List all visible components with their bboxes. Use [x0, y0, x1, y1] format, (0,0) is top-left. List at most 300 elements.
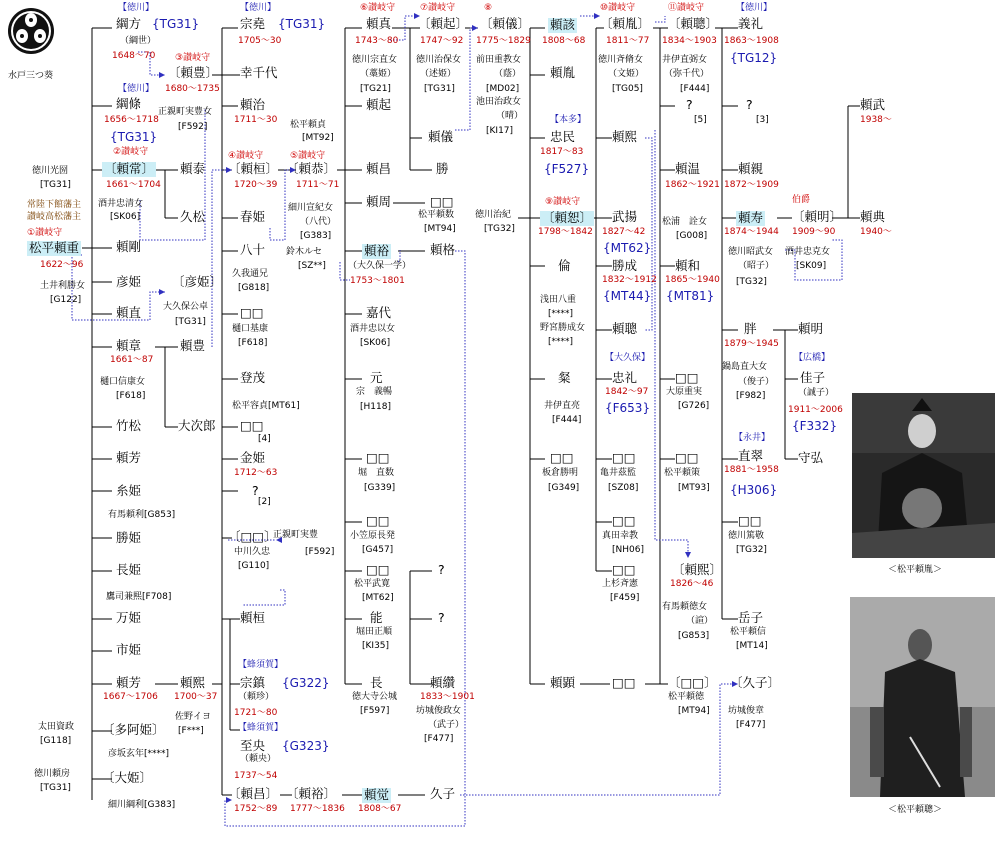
office-title: ②讃岐守	[113, 147, 149, 157]
house-or-code: {F332}	[792, 419, 838, 433]
person-name: 頼格	[430, 242, 456, 257]
ref-code: [TG31]	[40, 783, 71, 793]
spouse-or-note: （弥千代）	[664, 69, 710, 79]
spouse-or-note: 野宮勝成女	[540, 323, 586, 333]
ref-code: [TG31]	[40, 180, 71, 190]
ref-code: [F444]	[552, 415, 582, 425]
ref-code: [F592]	[305, 547, 335, 557]
spouse-or-note: 正親町実豊女	[158, 107, 213, 117]
person-name: ?	[252, 483, 259, 498]
ref-code: [2]	[258, 497, 271, 507]
person-name: 頼剛	[116, 239, 142, 254]
house-or-code: {MT81}	[666, 289, 715, 303]
person-name: 〔頼熙〕	[672, 562, 723, 577]
spouse-or-note: 大原重実	[666, 387, 703, 397]
ref-code: [G853]	[678, 631, 710, 641]
life-years: 1817～83	[540, 147, 584, 157]
spouse-or-note: 前田重教女	[476, 55, 522, 65]
office-title: ③讃岐守	[175, 53, 211, 63]
person-name: □□	[366, 450, 390, 465]
person-name: 忠礼	[612, 370, 638, 385]
ref-code: [TG31]	[424, 84, 455, 94]
spouse-or-note: （藁姫）	[360, 69, 397, 79]
house-or-code: {H306}	[730, 483, 778, 497]
person-name: 幸千代	[240, 65, 278, 80]
person-name: 彦姫	[116, 274, 142, 289]
person-name: 頼治	[240, 97, 266, 112]
life-years: 1881～1958	[724, 465, 779, 475]
house-or-code: 【徳川】	[118, 84, 155, 94]
person-name: 〔頼胤〕	[600, 16, 651, 31]
ref-code: [F618]	[238, 338, 268, 348]
ref-code: [NH06]	[612, 545, 644, 555]
spouse-or-note: （蔭）	[494, 69, 522, 79]
person-name: 〔頼起〕	[418, 16, 469, 31]
person-name: 頼寿	[738, 210, 764, 225]
spouse-or-note: （文姫）	[608, 69, 645, 79]
person-name: 頼纘	[430, 675, 456, 690]
life-years: 1737～54	[234, 771, 278, 781]
spouse-or-note: 太田資政	[38, 722, 75, 732]
spouse-or-note: 中川久忠	[234, 547, 271, 557]
house-or-code: 【蜂須賀】	[238, 723, 284, 733]
spouse-or-note: 堀 直数	[358, 468, 395, 478]
spouse-or-note: 有馬頼利[G853]	[108, 510, 176, 520]
person-name: □□	[366, 562, 390, 577]
ref-code: [MT94]	[424, 224, 456, 234]
life-years: 1711～30	[234, 115, 278, 125]
life-years: 1808～68	[542, 36, 586, 46]
ref-code: [SK06]	[110, 212, 141, 222]
life-years: 1808～67	[358, 804, 402, 814]
person-name: 綱方	[116, 16, 142, 31]
spouse-or-note: 大久保公卓	[163, 302, 209, 312]
person-name: 至央	[240, 738, 266, 753]
spouse-or-note: 小笠原長発	[350, 531, 396, 541]
person-name: 頼起	[366, 97, 392, 112]
person-name: 宗堯	[240, 16, 266, 31]
spouse-or-note: （晴）	[496, 111, 524, 121]
person-name: 頼觉	[364, 787, 390, 802]
spouse-or-note: 池田治政女	[476, 97, 522, 107]
spouse-or-note: 鍋島直大女	[722, 362, 768, 372]
person-name: □□	[612, 513, 636, 528]
spouse-or-note: 有馬頼徳女	[662, 602, 708, 612]
spouse-or-note: 徳川光圀	[32, 166, 69, 176]
spouse-or-note: （武子）	[428, 720, 465, 730]
life-years: 1667～1706	[103, 692, 158, 702]
ref-code: [F459]	[610, 593, 640, 603]
person-name: 綱條	[116, 96, 142, 111]
person-name: 金姫	[240, 450, 266, 465]
person-name: 頼真	[366, 16, 392, 31]
house-or-code: {F527}	[544, 162, 590, 176]
person-name: 頼明	[798, 321, 824, 336]
spouse-or-note: 徳川宗直女	[352, 55, 398, 65]
spouse-or-note: 徳川斉脩女	[598, 55, 644, 65]
person-name: 〔頼裕〕	[286, 786, 337, 801]
ref-code: [3]	[756, 115, 769, 125]
person-name: □□	[612, 562, 636, 577]
house-or-code: {F653}	[605, 401, 651, 415]
person-name: 〔多阿姫〕	[102, 722, 165, 737]
person-name: 佳子	[800, 370, 826, 385]
person-name: 粲	[558, 370, 571, 385]
spouse-or-note: 細川宣紀女	[288, 203, 334, 213]
ref-code: [MT62]	[362, 593, 394, 603]
ref-code: [SZ**]	[298, 261, 326, 271]
house-or-code: {G322}	[282, 676, 330, 690]
person-name: 岳子	[738, 610, 764, 625]
house-or-code: 【大久保】	[605, 353, 651, 363]
person-name: 〔頼恭〕	[286, 161, 337, 176]
life-years: 1705～30	[238, 36, 282, 46]
ref-code: [MT94]	[678, 706, 710, 716]
ref-code: [5]	[694, 115, 707, 125]
person-name: ?	[438, 610, 445, 625]
spouse-or-note: 堀田正順	[356, 627, 393, 637]
person-name: 義礼	[738, 16, 764, 31]
house-or-code: 【徳川】	[240, 3, 277, 13]
house-or-code: {TG31}	[152, 17, 200, 31]
ref-code: [MT93]	[678, 483, 710, 493]
life-years: 1874～1944	[724, 227, 779, 237]
life-years: 1752～89	[234, 804, 278, 814]
life-years: 1622～96	[40, 260, 84, 270]
ref-code: [TG32]	[484, 224, 515, 234]
spouse-or-note: 井伊直亮	[544, 401, 581, 411]
spouse-or-note: 宗 義暢	[356, 387, 393, 397]
person-name: 倫	[558, 258, 571, 273]
person-name: 頼武	[860, 97, 886, 112]
spouse-or-note: （昭子）	[738, 261, 775, 271]
spouse-or-note: 正親町実豊	[273, 530, 319, 540]
person-name: 大次郎	[178, 418, 216, 433]
house-or-code: {MT44}	[603, 289, 652, 303]
spouse-or-note: （諠）	[686, 616, 714, 626]
life-years: 1909～90	[792, 227, 836, 237]
spouse-or-note: 樋口信康女	[100, 377, 146, 387]
ref-code: [G818]	[238, 283, 270, 293]
person-name: □□	[430, 194, 454, 209]
person-name: 宗鎮	[240, 675, 266, 690]
ref-code: [TG31]	[175, 317, 206, 327]
life-years: 1879～1945	[724, 339, 779, 349]
ref-code: [F592]	[178, 122, 208, 132]
ref-code: [KI17]	[486, 126, 514, 136]
person-name: 頼熙	[612, 129, 638, 144]
spouse-or-note: 酒井忠以女	[350, 324, 396, 334]
life-years: 1842～97	[605, 387, 649, 397]
life-years: 1711～71	[296, 180, 340, 190]
life-years: 1656～1718	[104, 115, 159, 125]
person-name: □□	[675, 450, 699, 465]
spouse-or-note: 坊城俊政女	[416, 706, 462, 716]
ref-code: [F597]	[360, 706, 390, 716]
ref-code: [****]	[548, 337, 574, 347]
person-name: 元	[370, 370, 383, 385]
person-name: 〔頼桓〕	[228, 161, 279, 176]
life-years: 1872～1909	[724, 180, 779, 190]
person-name: 春姫	[240, 209, 266, 224]
spouse-or-note: 松平頼徳	[668, 692, 705, 702]
person-name: 〔彦姫〕	[172, 274, 223, 289]
spouse-or-note: 坊城俊章	[728, 706, 765, 716]
person-name: 頼周	[366, 194, 392, 209]
spouse-or-note: 徳川頼房	[34, 769, 71, 779]
person-name: 頼儀	[428, 129, 454, 144]
office-title: ⑥讃岐守	[360, 3, 396, 13]
life-years: 1833～1901	[420, 692, 475, 702]
life-years: 1827～42	[602, 227, 646, 237]
spouse-or-note: 徳川治保女	[416, 55, 462, 65]
spouse-or-note: 樋口基康	[232, 324, 269, 334]
ref-code: [G008]	[676, 231, 708, 241]
person-name: 万姫	[116, 610, 142, 625]
office-title: ⑤讃岐守	[290, 151, 326, 161]
spouse-or-note: 土井利勝女	[40, 281, 86, 291]
person-name: 胖	[744, 321, 757, 336]
spouse-or-note: 松平頼策	[664, 468, 701, 478]
person-name: 竹松	[116, 418, 142, 433]
ref-code: [SK09]	[796, 261, 827, 271]
person-name: 忠民	[550, 129, 576, 144]
ref-code: [MT14]	[736, 641, 768, 651]
life-years: 1775～1829	[476, 36, 531, 46]
person-name: 頼親	[738, 161, 764, 176]
person-name: 勝成	[612, 258, 638, 273]
person-name: 守弘	[798, 450, 824, 465]
spouse-or-note: 彦坂玄年[****]	[108, 749, 170, 759]
ref-code: [F982]	[736, 391, 766, 401]
ref-code: [KI35]	[362, 641, 390, 651]
life-years: 1712～63	[234, 468, 278, 478]
ref-code: [4]	[258, 434, 271, 444]
life-years: 1743～80	[355, 36, 399, 46]
spouse-or-note: 上杉斉憲	[602, 579, 639, 589]
person-name: 頼裕	[364, 243, 390, 258]
life-years: 1700～37	[174, 692, 218, 702]
house-or-code: 【本多】	[550, 115, 587, 125]
life-years: 1834～1903	[662, 36, 717, 46]
ref-code: [TG32]	[736, 277, 767, 287]
person-name: 〔頼明〕	[792, 209, 843, 224]
house-or-code: 【蜂須賀】	[238, 660, 284, 670]
person-name: 能	[370, 610, 383, 625]
ref-code: [TG21]	[360, 84, 391, 94]
person-name: 長	[370, 675, 383, 690]
spouse-or-note: 井伊直弼女	[662, 55, 708, 65]
ref-code: [MT92]	[302, 133, 334, 143]
ref-code: [TG32]	[736, 545, 767, 555]
person-name: 武揚	[612, 209, 638, 224]
ref-code: [G118]	[40, 736, 72, 746]
spouse-or-note: 佐野イヨ	[175, 712, 212, 722]
person-name: □□	[366, 513, 390, 528]
office-title: ⑦讃岐守	[420, 3, 456, 13]
portrait-matsudaira-yoritane	[852, 393, 995, 558]
life-years: 1862～1921	[665, 180, 720, 190]
spouse-or-note: 松浦 詮女	[662, 217, 708, 227]
spouse-or-note: （誠子）	[798, 388, 835, 398]
person-name: 頼和	[675, 258, 701, 273]
crest-label: 水戸三つ葵	[8, 71, 54, 81]
person-name: □□	[612, 675, 636, 690]
mito-hollyhock-crest-icon	[6, 6, 56, 56]
house-or-code: {G323}	[282, 739, 330, 753]
person-name: 頼聰	[612, 321, 638, 336]
spouse-or-note: （述姫）	[420, 69, 457, 79]
person-name: 〔頼儀〕	[480, 16, 531, 31]
life-years: 1720～39	[234, 180, 278, 190]
life-years: 1777～1836	[290, 804, 345, 814]
person-name: 頼芳	[116, 675, 142, 690]
person-name: 〔久子〕	[730, 675, 781, 690]
life-years: 1863～1908	[724, 36, 779, 46]
life-years: 1661～1704	[106, 180, 161, 190]
office-title: ④讃岐守	[228, 151, 264, 161]
person-name: □□	[612, 450, 636, 465]
ref-code: [F477]	[424, 734, 454, 744]
house-or-code: 【徳川】	[118, 3, 155, 13]
ref-code: [SK06]	[360, 338, 391, 348]
person-name: 〔頼聰〕	[668, 16, 719, 31]
person-name: 頼直	[116, 305, 142, 320]
spouse-or-note: （綱世）	[120, 36, 157, 46]
person-name: 頼胤	[550, 65, 576, 80]
life-years: 1661～87	[110, 355, 154, 365]
domain-label: 常陸下館藩主	[27, 200, 82, 210]
person-name: □□	[550, 450, 574, 465]
person-name: 勝	[436, 161, 449, 176]
person-name: 頼昌	[366, 161, 392, 176]
person-name: 頼泰	[180, 161, 206, 176]
spouse-or-note: 徳川昭武女	[728, 247, 774, 257]
spouse-or-note: 真田幸教	[602, 531, 639, 541]
person-name: 頼該	[550, 17, 576, 32]
person-name: 直翠	[738, 448, 764, 463]
caption-upper: ＜松平頼胤＞	[888, 565, 943, 575]
spouse-or-note: （頼央）	[240, 754, 277, 764]
person-name: □□	[240, 305, 264, 320]
person-name: ?	[438, 562, 445, 577]
ref-code: [****]	[548, 309, 574, 319]
spouse-or-note: 徳川治紀	[475, 210, 512, 220]
spouse-or-note: （八代）	[300, 217, 337, 227]
life-years: 1747～92	[420, 36, 464, 46]
ref-code: [G383]	[300, 231, 332, 241]
person-name: 市姫	[116, 642, 142, 657]
spouse-or-note: 酒井忠清女	[98, 199, 144, 209]
spouse-or-note: 亀井茲監	[600, 468, 637, 478]
person-name: 〔□□〕	[228, 529, 277, 544]
ref-code: [H118]	[360, 402, 391, 412]
life-years: 1940～	[860, 227, 892, 237]
life-years: 1938～	[860, 115, 892, 125]
office-title: 伯爵	[792, 195, 811, 205]
person-name: 頼典	[860, 209, 886, 224]
person-name: ?	[686, 97, 693, 112]
spouse-or-note: 松平頼数	[418, 210, 455, 220]
person-name: 長姫	[116, 562, 142, 577]
ref-code: [F***]	[178, 726, 204, 736]
person-name: 頼顕	[550, 675, 576, 690]
person-name: 〔頼昌〕	[228, 786, 279, 801]
person-name: 〔頼常〕	[104, 161, 155, 176]
spouse-or-note: 徳大寺公城	[352, 692, 398, 702]
spouse-or-note: 松平武寛	[354, 579, 391, 589]
life-years: 1826～46	[670, 579, 714, 589]
life-years: 1721～80	[234, 708, 278, 718]
person-name: 久子	[430, 786, 456, 801]
ref-code: [G110]	[238, 561, 270, 571]
person-name: 頼芳	[116, 450, 142, 465]
life-years: 1865～1940	[665, 275, 720, 285]
spouse-or-note: 鈴木ルセ	[286, 247, 323, 257]
ref-code: [F444]	[680, 84, 710, 94]
house-or-code: 【永井】	[734, 433, 771, 443]
office-title: ⑧	[484, 3, 493, 13]
person-name: 八十	[240, 242, 266, 257]
spouse-or-note: 酒井忠克女	[785, 247, 831, 257]
person-name: ?	[746, 97, 753, 112]
ref-code: [F477]	[736, 720, 766, 730]
spouse-or-note: 板倉勝明	[542, 468, 579, 478]
person-name: 頼熙	[180, 675, 206, 690]
ref-code: [G339]	[364, 483, 396, 493]
spouse-or-note: （頼珍）	[238, 692, 275, 702]
spouse-or-note: 松平頼貞	[290, 120, 327, 130]
ref-code: [G349]	[548, 483, 580, 493]
person-name: 〔大姫〕	[102, 770, 153, 785]
house-or-code: {MT62}	[603, 241, 652, 255]
ref-code: [SZ08]	[608, 483, 639, 493]
spouse-or-note: 浅田八重	[540, 295, 577, 305]
person-name: □□	[738, 513, 762, 528]
person-name: 嘉代	[366, 305, 392, 320]
person-name: 糸姫	[116, 483, 142, 498]
person-name: 登茂	[240, 370, 266, 385]
spouse-or-note: 久我通兄	[232, 269, 269, 279]
life-years: 1753～1801	[350, 276, 405, 286]
person-name: 頼桓	[240, 610, 266, 625]
house-or-code: {TG12}	[730, 51, 778, 65]
ref-code: [G457]	[362, 545, 394, 555]
ref-code: [MD02]	[486, 84, 520, 94]
spouse-or-note: 徳川篤敬	[728, 531, 765, 541]
life-years: 1648～70	[112, 51, 156, 61]
person-name: 松平頼重	[29, 240, 80, 255]
person-name: □□	[240, 418, 264, 433]
life-years: 1911～2006	[788, 405, 843, 415]
office-title: ⑩讃岐守	[600, 3, 636, 13]
house-or-code: {TG31}	[278, 17, 326, 31]
person-name: 〔頼恕〕	[542, 210, 593, 225]
person-name: 頼章	[116, 338, 142, 353]
life-years: 1811～77	[606, 36, 650, 46]
house-or-code: {TG31}	[110, 130, 158, 144]
life-years: 1798～1842	[538, 227, 593, 237]
ref-code: [G122]	[50, 295, 82, 305]
life-years: 1832～1912	[602, 275, 657, 285]
house-or-code: 【徳川】	[736, 3, 773, 13]
ref-code: [TG05]	[612, 84, 643, 94]
spouse-or-note: （俊子）	[738, 377, 775, 387]
person-name: 〔□□〕	[668, 675, 717, 690]
office-title: ⑪讃岐守	[668, 3, 705, 13]
person-name: 勝姫	[116, 530, 142, 545]
spouse-or-note: 鷹司兼熙[F708]	[106, 592, 172, 602]
